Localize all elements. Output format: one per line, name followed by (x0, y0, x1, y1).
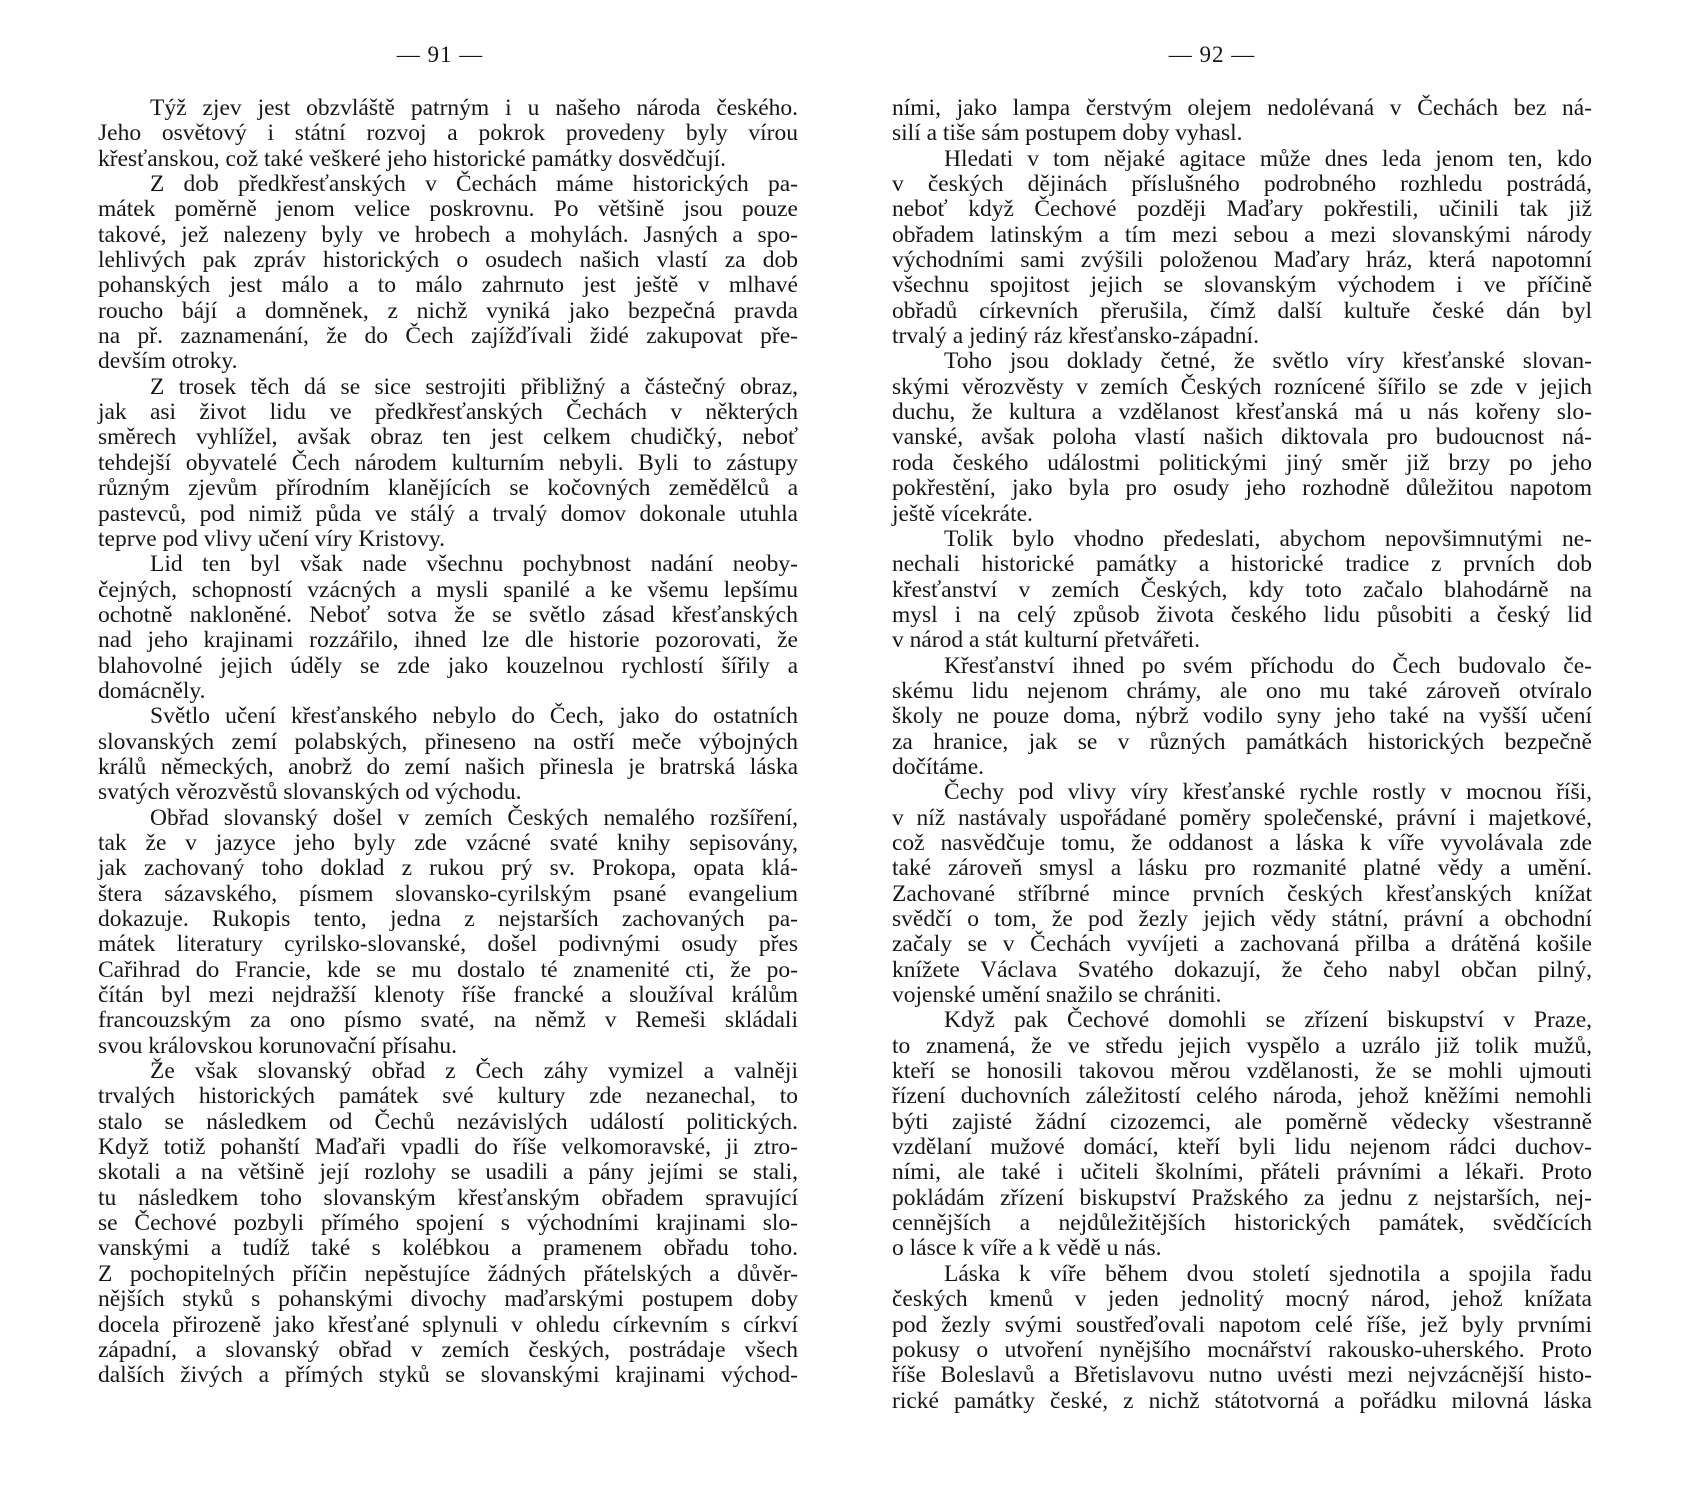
text-line: skotali a na většině její rozlohy se usadili a pány jejími se stali, (98, 1159, 798, 1186)
text-line: tu následkem toho slovanským křesťanským obřadem spravující (98, 1184, 798, 1211)
text-line: býti zajisté žádní cizozemci, ale poměrně vědecky všestranně (892, 1108, 1592, 1135)
text-line: Týž zjev jest obzvláště patrným i u našeho národa českého. (150, 95, 798, 121)
text-line: ními, jako lampa čerstvým olejem nedolévaná v Čechách bez ná- (892, 95, 1592, 121)
text-line: roda českého událostmi politickými jiný směr již brzy po jeho (892, 449, 1592, 476)
text-line: svou královskou korunovační přísahu. (98, 1032, 457, 1059)
text-line: to znamená, že ve středu jejich vyspělo a uzrálo již tolik mužů, (892, 1032, 1592, 1059)
text-line: začaly se v Čechách vyvíjeti a zachovaná přilba a drátěná košile (892, 931, 1592, 958)
text-line: pod žezly svými soustřeďovali napotom celé říše, jež byly prvními (892, 1311, 1592, 1338)
text-line: dalších živých a přímých styků se slovanskými krajinami východ- (98, 1362, 798, 1389)
text-line: východními sami zvýšili položenou Maďary hráz, která napotomní (892, 247, 1592, 274)
text-line: štera sázavského, písmem slovansko-cyrilským psané evangelium (98, 880, 798, 907)
text-line: ještě vícekráte. (892, 500, 1033, 527)
text-line: českých kmenů v jeden jednolitý mocný národ, jehož knížata (892, 1286, 1592, 1313)
text-line: mysl i na celý způsob života českého lidu působiti a český lid (892, 601, 1592, 628)
text-line: se Čechové pozbyli přímého spojení s východními krajinami slo- (98, 1210, 798, 1237)
text-line: pohanských jest málo a to málo zahrnuto jest ještě v mlhavé (98, 272, 798, 299)
text-line: takové, jež nalezeny byly ve hrobech a mohylách. Jasných a spo- (98, 221, 798, 248)
text-line: rické památky české, z nichž státotvorná a pořádku milovná láska (892, 1387, 1592, 1414)
text-line: vojenské umění snažilo se chrániti. (892, 982, 1222, 1009)
text-line: silí a tiše sám postupem doby vyhasl. (892, 120, 1243, 147)
text-line: nějších styků s pohanskými divochy maďarskými postupem doby (98, 1286, 798, 1313)
text-line: pokusy o utvoření nynějšího mocnářství rakousko-uherského. Proto (892, 1336, 1592, 1363)
text-line: jak asi život lidu ve předkřesťanských Čechách v některých (98, 399, 798, 426)
text-line: Jeho osvětový i státní rozvoj a pokrok provedeny byly vírou (98, 120, 798, 147)
text-line: francouzským za ono písmo svaté, na němž v Remeši skládali (98, 1007, 798, 1034)
text-line: křesťanství v zemích Českých, kdy toto začalo blahodárně na (892, 576, 1592, 603)
text-line: čítán byl mezi nejdražší klenoty říše francké a sloužíval králům (98, 982, 798, 1009)
text-line: vzdělaní mužové domácí, kteří byli lidu nejenom rádci duchov- (892, 1134, 1592, 1161)
text-line: na př. zaznamenání, že do Čech zajížďívali židé zakupovat pře- (98, 323, 798, 350)
text-line: Když pak Čechové domohli se zřízení biskupství v Praze, (944, 1007, 1592, 1034)
text-line: školy ne pouze doma, nýbrž vodilo syny jeho také na vyšší učení (892, 703, 1592, 730)
text-line: Z dob předkřesťanských v Čechách máme historických pa- (150, 171, 798, 198)
text-line: trvalých historických památek své kultury zde nezanechal, to (98, 1083, 798, 1110)
page-text (892, 96, 1592, 1414)
text-line: nechali historické památky a historické tradice z prvních dob (892, 551, 1592, 578)
text-line: Čechy pod vlivy víry křesťanské rychle rostly v mocnou říši, (944, 779, 1592, 806)
text-line: ochotně nakloněné. Neboť sotva že se světlo zásad křesťanských (98, 601, 798, 628)
text-line: trvalý a jediný ráz křesťansko-západní. (892, 323, 1259, 350)
text-line: králů německých, anobrž do zemí našich přinesla je bratrská láska (98, 753, 798, 780)
text-line: cennějších a nejdůležitějších historických památek, svědčících (892, 1210, 1592, 1237)
text-line: svědčí o tom, že pod žezly jejich vědy státní, právní a obchodní (892, 906, 1592, 932)
text-line: pastevců, pod nimiž půda ve stálý a trvalý domov dokonale utuhla (98, 500, 798, 527)
text-line: obřadem latinským a tím mezi sebou a mezi slovanskými národy (892, 221, 1592, 248)
page-text (98, 96, 798, 1389)
text-line: Tolik bylo vhodno předeslati, abychom nepovšimnutými ne- (944, 525, 1592, 552)
text-line: dočítáme. (892, 753, 985, 780)
text-line: vanské, avšak poloha vlastí našich diktovala pro budoucnost ná- (892, 424, 1592, 451)
text-line: devším otroky. (98, 348, 238, 375)
text-line: říše Boleslavů a Břetislavovu nutno uvésti mezi nejvzácnější histo- (892, 1362, 1592, 1389)
text-line: Křesťanství ihned po svém příchodu do Čech budovalo če- (944, 652, 1592, 679)
text-line: Z pochopitelných příčin nepěstujíce žádných přátelských a důvěr- (98, 1260, 798, 1287)
text-line: čejných, schopností vzácných a mysli spanilé a ke všemu lepšímu (98, 576, 798, 603)
text-line: západní, a slovanský obřad v zemích českých, postrádaje všech (98, 1336, 798, 1363)
text-line: mátek literatury cyrilsko-slovanské, došel podivnými osudy přes (98, 931, 798, 958)
text-line: různým zjevům přírodním klanějících se kočovných zemědělců a (98, 475, 798, 502)
text-line: docela přirozeně jako křesťané splynuli v ohledu církevním s církví (98, 1311, 798, 1338)
text-line: Světlo učení křesťanského nebylo do Čech, jako do ostatních (150, 703, 798, 730)
text-line: o lásce k víře a k vědě u nás. (892, 1235, 1162, 1262)
text-line: dokazuje. Rukopis tento, jedna z nejstarších zachovaných pa- (98, 906, 798, 932)
text-line: tehdejší obyvatelé Čech národem kulturním nebyli. Byli to zástupy (98, 449, 798, 476)
text-line: jak zachovaný toho doklad z rukou prý sv. Prokopa, opata klá- (98, 855, 798, 882)
text-line: kteří se honosili takovou měrou vzdělanosti, že se mohli ujmouti (892, 1058, 1592, 1085)
text-line: nad jeho krajinami rozzářilo, ihned lze dle historie pozorovati, že (98, 627, 798, 654)
text-line: Když totiž pohanští Maďaři vpadli do říše velkomoravské, ji ztro- (98, 1134, 798, 1161)
text-line: pokřestění, jako byla pro osudy jeho rozhodně důležitou napotom (892, 475, 1592, 502)
page-number: — 92 — (1168, 42, 1256, 67)
text-line: knížete Václava Svatého dokazují, že čeho nabyl občan pilný, (892, 956, 1592, 983)
text-line: Toho jsou doklady četné, že světlo víry křesťanské slovan- (944, 348, 1592, 375)
text-line: Že však slovanský obřad z Čech záhy vymizel a valněji (150, 1058, 798, 1085)
text-line: v národ a stát kulturní přetvářeti. (892, 627, 1201, 654)
text-line: tak že v jazyce jeho byly zde vzácné svaté knihy sepisovány, (98, 829, 798, 856)
text-line: svatých věrozvěstů slovanských od východu. (98, 779, 522, 806)
text-line: Lid ten byl však nade všechnu pochybnost nadání neoby- (150, 551, 798, 578)
text-line: teprve pod vlivy učení víry Kristovy. (98, 525, 445, 552)
text-line: skému lidu nejenom chrámy, ale ono mu také zároveň otvíralo (892, 677, 1592, 704)
text-line: duchu, že kultura a vzdělanost křesťanská má u nás kořeny slo- (892, 399, 1592, 426)
text-line: za hranice, jak se v různých památkách historických bezpečně (892, 728, 1592, 755)
text-line: Z trosek těch dá se sice sestrojiti přibližný a částečný obraz, (150, 373, 798, 400)
text-line: ními, ale také i učiteli školními, přáteli právními a lékaři. Proto (892, 1159, 1592, 1186)
text-line: neboť když Čechové později Maďary pokřestili, učinili tak již (892, 196, 1592, 223)
text-line: pokládám zřízení biskupství Pražského za jednu z nejstarších, nej- (892, 1184, 1592, 1211)
page-number: — 91 — (396, 42, 484, 67)
text-line: vanskými a tudíž také s kolébkou a pramenem obřadu toho. (98, 1235, 798, 1262)
text-line: domácněly. (98, 677, 206, 704)
text-line: všechnu spojitost jejich se slovanským východem i ve příčině (892, 272, 1592, 299)
text-line: slovanských zemí polabských, přineseno na ostří meče výbojných (98, 728, 798, 755)
text-line: což nasvědčuje tomu, že oddanost a láska k víře vyvolávala zde (892, 829, 1592, 856)
text-line: v českých dějinách příslušného podrobného rozhledu postrádá, (892, 171, 1592, 198)
text-line: obřadů církevních přerušila, čímž další kultuře české dán byl (892, 297, 1592, 324)
text-line: stalo se následkem od Čechů nezávislých událostí politických. (98, 1108, 798, 1135)
text-line: skými věrozvěsty v zemích Českých roznícené šířilo se zde v jejich (892, 373, 1592, 400)
text-line: Hledati v tom nějaké agitace může dnes leda jenom ten, kdo (944, 145, 1592, 172)
text-line: Obřad slovanský došel v zemích Českých nemalého rozšíření, (150, 804, 798, 831)
text-line: lehlivých pak zpráv historických o osudech našich vlastí za dob (98, 247, 798, 274)
text-line: Láska k víře během dvou století sjednotila a spojila řadu (944, 1260, 1592, 1287)
text-line: roucho bájí a domněnek, z nichž vyniká jako bezpečná pravda (98, 297, 798, 324)
text-line: křesťanskou, což také veškeré jeho historické památky dosvědčují. (98, 145, 727, 172)
text-line: také zároveň smysl a lásku pro rozmanité platné vědy a umění. (892, 855, 1592, 882)
text-line: směrech vyhlížel, avšak obraz ten jest celkem chudičký, neboť (98, 424, 798, 451)
text-line: Zachované stříbrné mince prvních českých křesťanských knížat (892, 880, 1592, 907)
text-line: Cařihrad do Francie, kde se mu dostalo té znamenité cti, že po- (98, 956, 798, 983)
text-line: v níž nastávaly uspořádané poměry společenské, právní i majetkové, (892, 804, 1592, 831)
text-line: blahovolné jejich úděly se zde jako kouzelnou rychlostí šířily a (98, 652, 798, 679)
text-line: řízení duchovních záležitostí celého národa, jehož kněžími nemohli (892, 1083, 1592, 1110)
text-line: mátek poměrně jenom velice poskrovnu. Po většině jsou pouze (98, 196, 798, 223)
